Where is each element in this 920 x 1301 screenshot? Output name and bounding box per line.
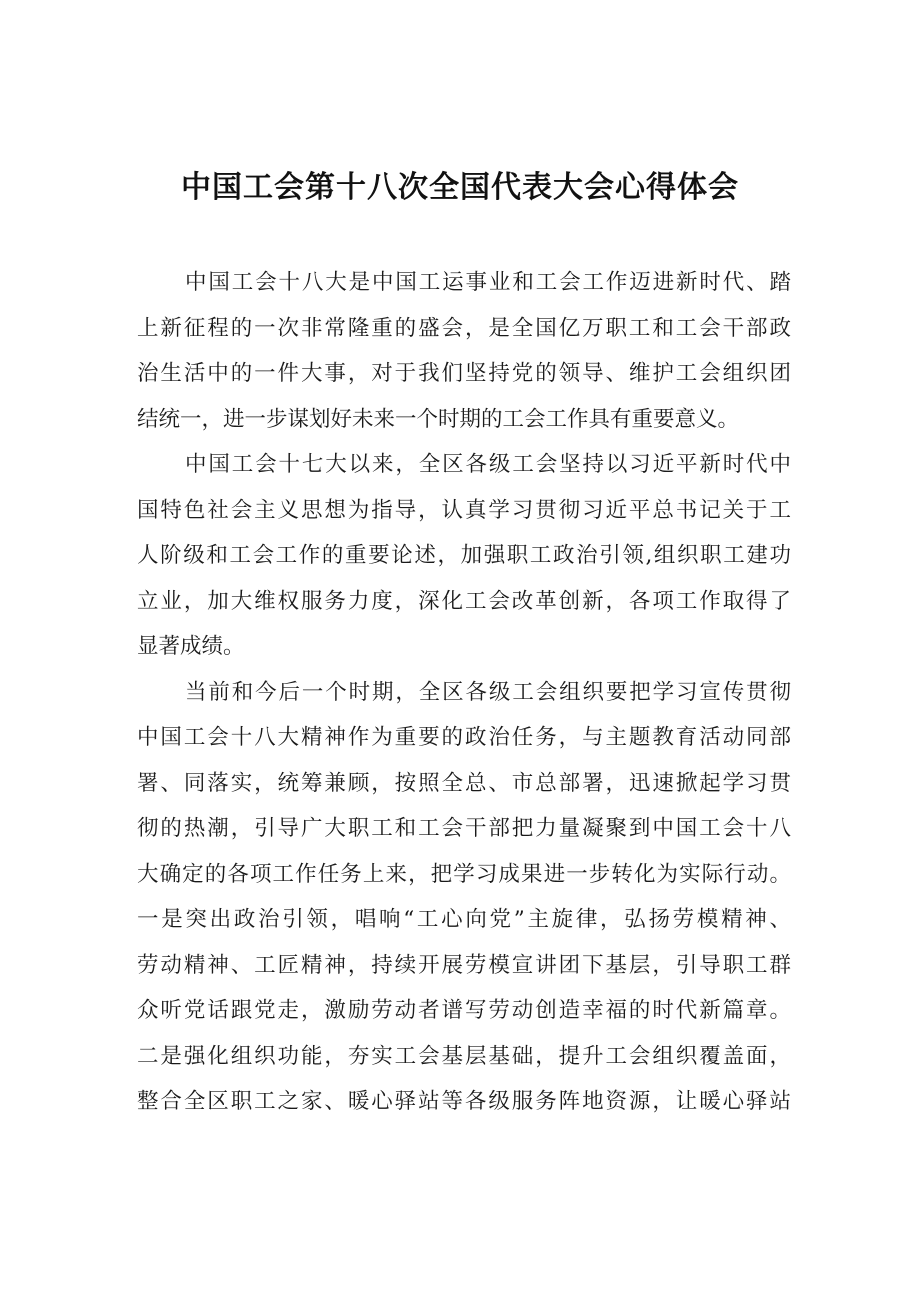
- paragraph-line: 彻的热潮，引导广大职工和工会干部把力量凝聚到中国工会十八: [137, 816, 791, 841]
- paragraph-line: 劳动精神、工匠精神，持续开展劳模宣讲团下基层，引导职工群: [137, 952, 791, 978]
- paragraph-line: 立业，加大维权服务力度，深化工会改革创新，各项工作取得了: [137, 588, 791, 614]
- paragraph-line: 众听党话跟党走，激励劳动者谱写劳动创造幸福的时代新篇章。: [137, 998, 791, 1023]
- paragraph-line: 整合全区职工之家、暖心驿站等各级服务阵地资源，让暖心驿站: [137, 1089, 791, 1114]
- paragraph-first-line: 中国工会十七大以来，全区各级工会坚持以习近平新时代中: [185, 452, 791, 477]
- paragraph-first-line: 中国工会十八大是中国工运事业和工会工作迈进新时代、踏: [185, 270, 791, 295]
- paragraph-line: 上新征程的一次非常隆重的盛会，是全国亿万职工和工会干部政: [137, 315, 791, 341]
- paragraph-first-line: 当前和今后一个时期，全区各级工会组织要把学习宣传贯彻: [185, 679, 791, 705]
- paragraph-line: 显著成绩。: [137, 634, 245, 659]
- document-title: 中国工会第十八次全国代表大会心得体会: [181, 170, 739, 205]
- paragraph-line: 二是强化组织功能，夯实工会基层基础，提升工会组织覆盖面，: [137, 1043, 791, 1069]
- paragraph-line: 结统一，进一步谋划好未来一个时期的工会工作具有重要意义。: [137, 406, 740, 432]
- paragraph-line: 治生活中的一件大事，对于我们坚持党的领导、维护工会组织团: [137, 361, 791, 386]
- paragraph-line: 人阶级和工会工作的重要论述，加强职工政治引领,组织职工建功: [137, 543, 791, 568]
- document-body: [137, 260, 791, 1125]
- paragraph-line: 署、同落实，统筹兼顾，按照全总、市总部署，迅速掀起学习贯: [137, 770, 791, 796]
- paragraph-line: 中国工会十八大精神作为重要的政治任务，与主题教育活动同部: [137, 725, 791, 750]
- paragraph-line: 一是突出政治引领，唱响“工心向党”主旋律，弘扬劳模精神、: [137, 907, 791, 932]
- paragraph-line: 国特色社会主义思想为指导，认真学习贯彻习近平总书记关于工: [137, 497, 791, 523]
- paragraph-line: 大确定的各项工作任务上来，把学习成果进一步转化为实际行动。: [137, 861, 791, 887]
